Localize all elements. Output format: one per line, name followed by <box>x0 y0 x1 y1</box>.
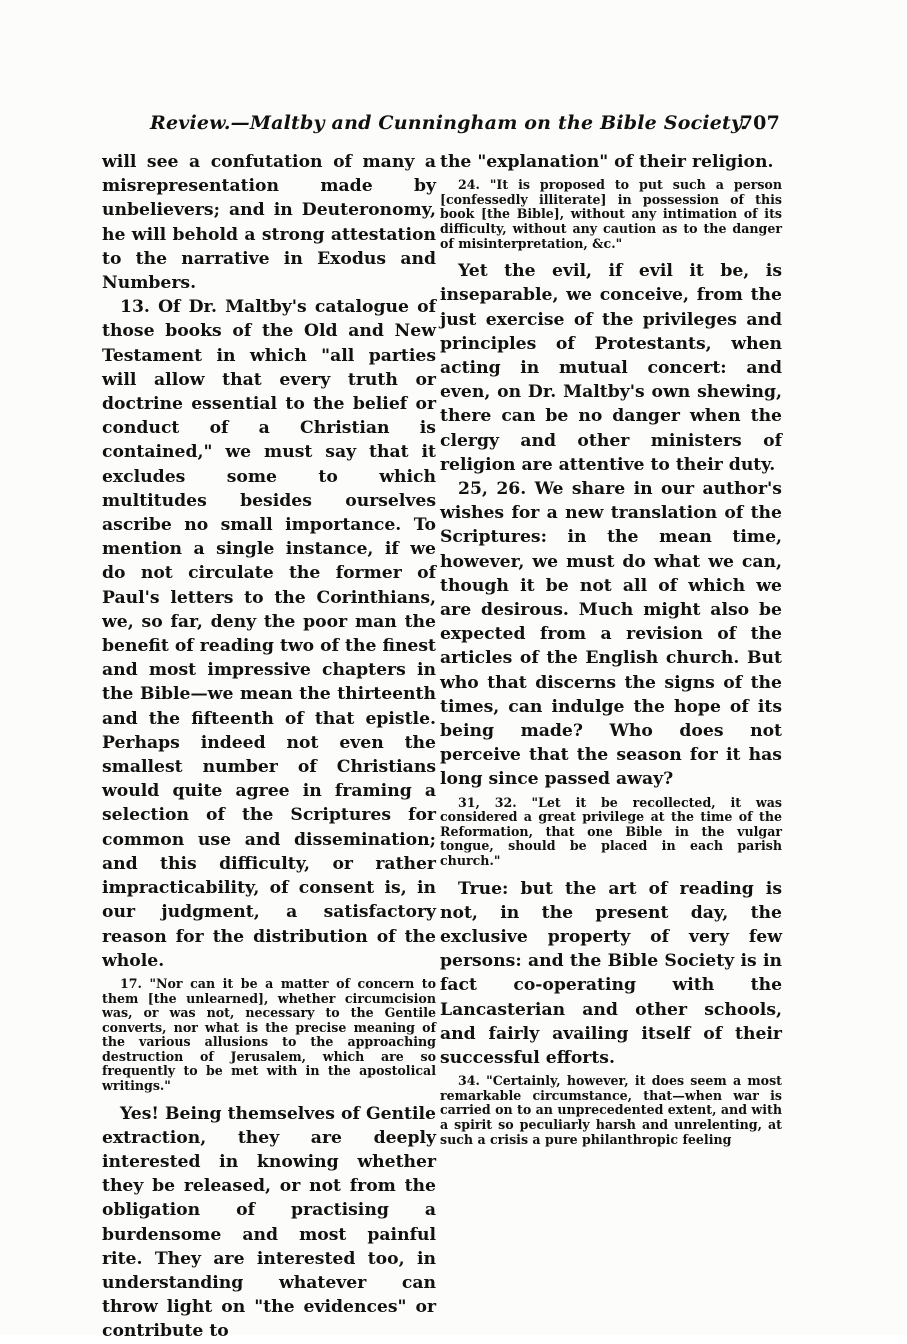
running-head <box>150 112 780 142</box>
paragraph: will see a confutation of many a misrepresentation made by unbelievers; and in Deuteronomy, he will behold a strong attestation to the narrative in Exodus and Numbers. <box>102 152 436 294</box>
left-column <box>102 150 436 1344</box>
page-number: 707 <box>739 112 780 134</box>
quoted-extract: 24. "It is proposed to put such a person [confessedly illiterate] in possession of this book [the Bible], without any intimation of its difficulty, without any caution as to the danger of misinterpretation, &c." <box>440 177 782 251</box>
paragraph: True: but the art of reading is not, in the present day, the exclusive property of very few persons: and the Bible Society is in fact co-operating with the Lancasterian and other schools, and fairly availing itself of their successful efforts. <box>440 878 782 1069</box>
right-column <box>440 150 782 1155</box>
paragraph: the "explanation" of their religion. <box>440 152 774 172</box>
paragraph: Yes! Being themselves of Gentile extraction, they are deeply interested in knowing whether they be released, or not from the obligation of practising a burdensome and most painful rite. They are interested too, in understanding whatever can throw light on "the evidences" or contribute to <box>102 1103 436 1342</box>
quoted-extract: 17. "Nor can it be a matter of concern to them [the unlearned], whether circumcision was, or was not, necessary to the Gentile converts, nor what is the precise meaning of the various allusions to the approaching destruction of Jerusalem, which are so frequently to be met with in the apostolical writings." <box>102 975 436 1094</box>
paragraph: Yet the evil, if evil it be, is inseparable, we conceive, from the just exercise of the privileges and principles of Protestants, when acting in mutual concert: and even, on Dr. Maltby's own shewing, there can be no danger when the clergy and other ministers of religion are attentive to their duty. <box>440 261 782 475</box>
quoted-extract: 34. "Certainly, however, it does seem a most remarkable circumstance, that—when war is carried on to an unprecedented extent, and with a spirit so peculiarly harsh and unrelenting, at such a crisis a pure philanthropic feeling <box>440 1073 782 1147</box>
paragraph: 25, 26. We share in our author's wishes for a new translation of the Scriptures: in the mean time, however, we must do what we can, though it be not all of which we are desirous. Much might also be expected from a revision of the articles of the English church. But who that discerns the signs of the times, can indulge the hope of its being made? Who does not perceive that the season for it has long since passed away? <box>440 479 782 790</box>
quoted-extract: 31, 32. "Let it be recollected, it was considered a great privilege at the time of the Reformation, that one Bible in the vulgar tongue, should be placed in each parish church." <box>440 794 782 869</box>
running-title: Review.—Maltby and Cunningham on the Bible Society. <box>150 112 747 134</box>
paragraph: 13. Of Dr. Maltby's catalogue of those books of the Old and New Testament in which "all parties will allow that every truth or doctrine essential to the belief or conduct of a Christian is contained," we must say that it excludes some to which multitudes besides ourselves ascribe no small importance. To mention a single instance, if we do not circulate the former of Paul's letters to the Corinthians, we, so far, deny the poor man the benefit of reading two of the finest and most impressive chapters in the Bible—we mean the thirteenth and the fifteenth of that epistle. Perhaps indeed not even the smallest number of Christians would quite agree in framing a selection of the Scriptures for common use and dissemination; and this difficulty, or rather impracticability, of consent is, in our judgment, a satisfactory reason for the distribution of the whole. <box>102 297 436 971</box>
